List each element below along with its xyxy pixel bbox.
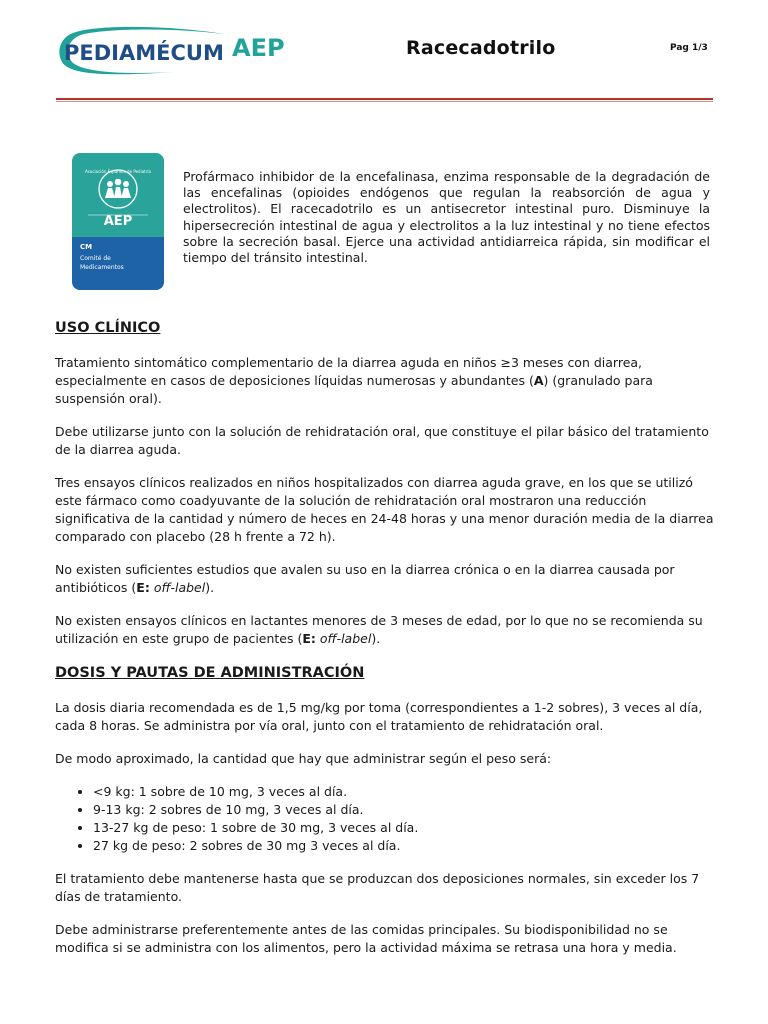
family-figures-icon — [105, 179, 131, 198]
paragraph: Tres ensayos clínicos realizados en niños hospitalizados con diarrea aguda grave, en los que se utilizó este fármaco como coadyuvante de la solución de rehidratación oral mostraron una reducción significativa de la cantidad y número de heces en 24-48 horas y una menor duración media de la diarrea comparado con placebo (28 h frente a 72 h). — [55, 475, 714, 544]
paragraph: La dosis diaria recomendada es de 1,5 mg/kg por toma (correspondientes a 1-2 sobres), 3 veces al día, cada 8 horas. Se administra por vía oral, junto con el tratamiento de rehidratación oral. — [55, 700, 703, 733]
list-item: • 13-27 kg de peso: 1 sobre de 30 mg, 3 veces al día. — [93, 819, 715, 837]
document-title: Racecadotrilo — [406, 37, 556, 59]
svg-text:PEDIAMÉCUM: PEDIAMÉCUM — [64, 41, 224, 65]
svg-text:Asociación Española de Pediatr: Asociación Española de Pediatría — [85, 169, 151, 174]
svg-text:CM: CM — [80, 243, 93, 251]
paragraph: Debe utilizarse junto con la solución de rehidratación oral, que constituye el pilar básico del tratamiento de la diarrea aguda. — [55, 424, 709, 457]
header-divider-thin — [56, 101, 713, 102]
list-item: • <9 kg: 1 sobre de 10 mg, 3 veces al día. — [93, 783, 715, 801]
pediamecum-logo — [54, 26, 304, 80]
svg-text:AEP: AEP — [232, 34, 285, 62]
paragraph: El tratamiento debe mantenerse hasta que se produzcan dos deposiciones normales, sin exceder los 7 días de tratamiento. — [55, 871, 700, 904]
section-heading-dosis: DOSIS Y PAUTAS DE ADMINISTRACIÓN — [55, 665, 365, 681]
paragraph: Debe administrarse preferentemente antes de las comidas principales. Su biodisponibilidad no se modifica si se administra con los alimentos, pero la actividad máxima se retrasa una hora y media. — [55, 922, 677, 955]
paragraph: Tratamiento sintomático complementario de la diarrea aguda en niños ≥3 meses con diarrea, especialmente en casos de deposiciones líquidas numerosas y abundantes (A) (granulado para suspensión oral). — [55, 355, 653, 406]
page-number: Pag 1/3 — [670, 43, 708, 53]
section-heading-uso-clinico: USO CLÍNICO — [55, 320, 161, 336]
dose-list — [55, 783, 715, 855]
document-body — [55, 318, 715, 972]
aep-committee-badge — [72, 153, 164, 290]
svg-text:AEP: AEP — [103, 214, 133, 229]
drug-description: Profármaco inhibidor de la encefalinasa, enzima responsable de la degradación de las encefalinas (opioides endógenos que regulan la reabsorción de agua y electrolitos). El racecadotrilo es un antisecretor intestinal puro. Disminuye la hipersecreción intestinal de agua y electrolitos a la luz intestinal y no tiene efectos sobre la secreción basal. Ejerce una actividad antidiarreica rápida, sin modificar el tiempo del tránsito intestinal. — [183, 169, 710, 266]
header-divider — [56, 98, 713, 100]
svg-text:Medicamentos: Medicamentos — [80, 264, 124, 271]
paragraph: No existen ensayos clínicos en lactantes menores de 3 meses de edad, por lo que no se recomienda su utilización en este grupo de pacientes (E: off-label). — [55, 613, 703, 646]
paragraph: No existen suficientes estudios que avalen su uso en la diarrea crónica o en la diarrea causada por antibióticos (E: off-label). — [55, 562, 675, 595]
page-header — [0, 0, 768, 110]
list-item: • 9-13 kg: 2 sobres de 10 mg, 3 veces al día. — [93, 801, 715, 819]
list-item: • 27 kg de peso: 2 sobres de 30 mg 3 veces al día. — [93, 837, 715, 855]
svg-text:Comité de: Comité de — [80, 255, 111, 262]
paragraph: De modo aproximado, la cantidad que hay que administrar según el peso será: — [55, 751, 552, 766]
